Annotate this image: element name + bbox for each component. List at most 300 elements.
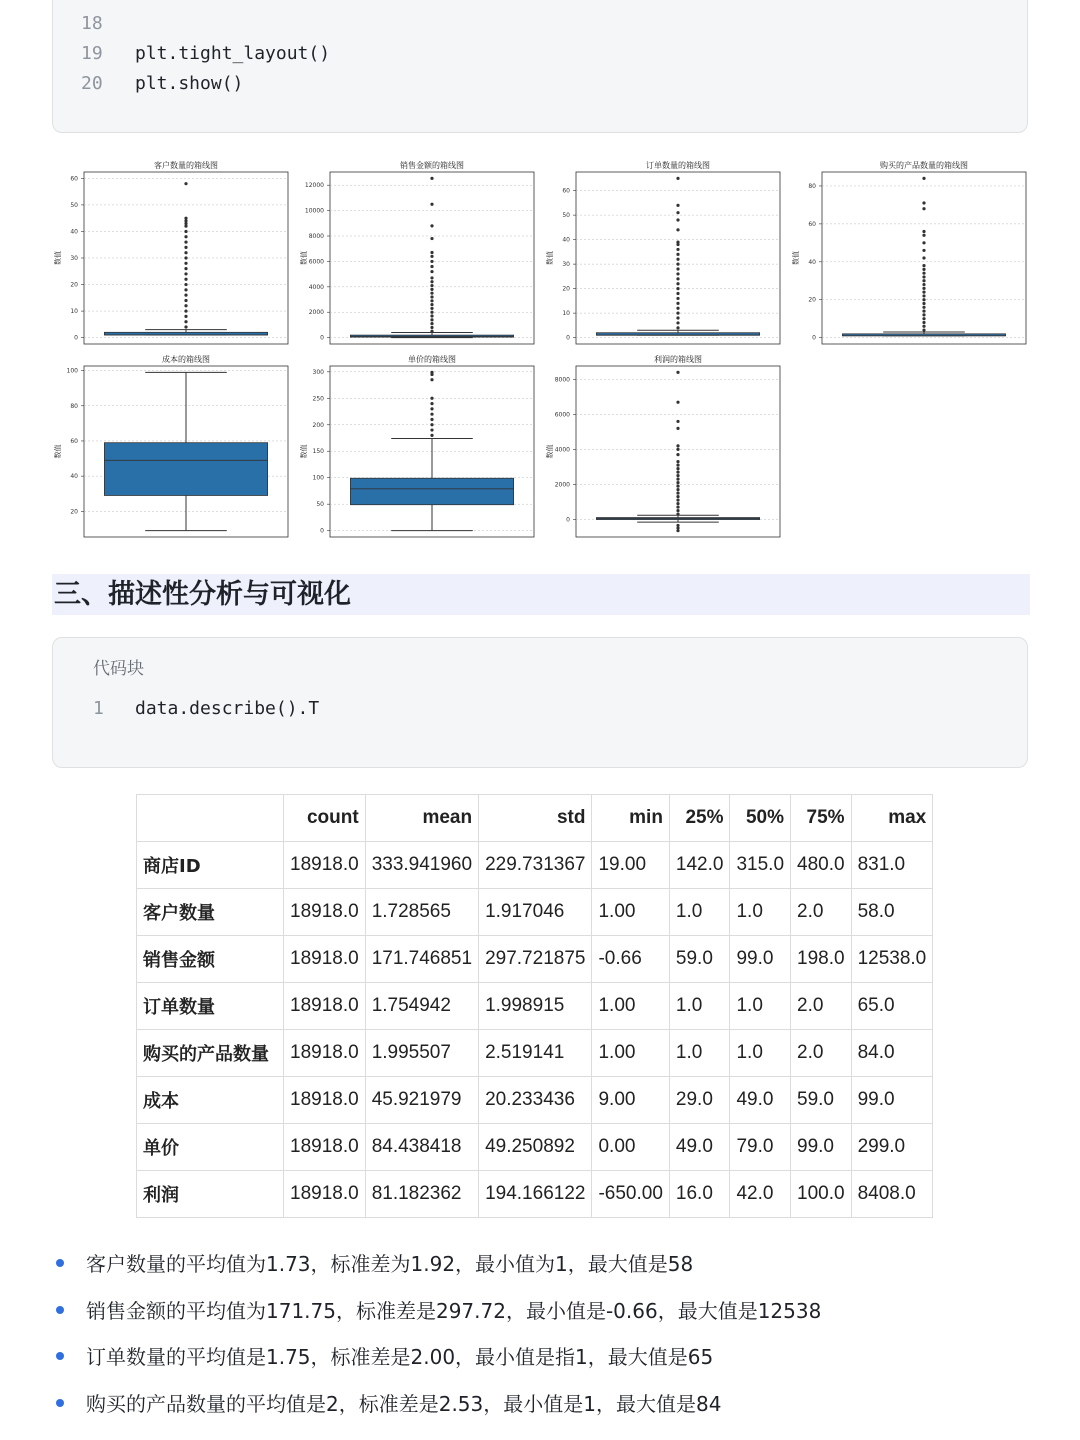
outlier-point [430, 280, 433, 283]
outlier-point [922, 313, 925, 316]
outlier-point [676, 277, 679, 280]
table-cell: 99.0 [791, 1124, 852, 1171]
table-cell: 831.0 [851, 842, 933, 889]
outlier-point [184, 325, 187, 328]
outlier-point [430, 303, 433, 306]
table-cell: 1.0 [730, 1030, 791, 1077]
chart-title: 客户数量的箱线图 [154, 161, 218, 170]
outlier-point [430, 237, 433, 240]
table-cell: 2.0 [791, 889, 852, 936]
outlier-point [676, 495, 679, 498]
outlier-point [676, 478, 679, 481]
table-cell: 18918.0 [284, 1030, 366, 1077]
y-tick-label: 20 [70, 281, 78, 289]
line-number: 1 [93, 698, 104, 719]
outlier-point [430, 284, 433, 287]
y-tick-label: 8000 [308, 233, 324, 241]
chart-title: 成本的箱线图 [162, 355, 210, 364]
outlier-point [430, 402, 433, 405]
outlier-point [430, 378, 433, 381]
table-cell: 18918.0 [284, 1171, 366, 1218]
table-cell: 42.0 [730, 1171, 791, 1218]
column-header: count [284, 795, 366, 842]
boxplot-panel [791, 160, 1026, 344]
chart-title: 订单数量的箱线图 [646, 161, 710, 170]
outlier-point [430, 276, 433, 279]
table-cell: 1.00 [592, 983, 669, 1030]
list-item-text: 购买的产品数量的平均值是2，标准差是2.53，最小值是1，最大值是84 [86, 1391, 722, 1416]
y-tick-label: 100 [66, 367, 78, 375]
outlier-point [184, 230, 187, 233]
list-item-text: 订单数量的平均值是1.75，标准差是2.00，最小值是指1，最大值是65 [86, 1345, 714, 1369]
outlier-point [922, 321, 925, 324]
outlier-point [430, 177, 433, 180]
outlier-point [430, 330, 433, 333]
table-cell: 299.0 [851, 1124, 933, 1171]
outlier-point [184, 262, 187, 265]
outlier-point [430, 299, 433, 302]
outlier-point [676, 401, 679, 404]
outlier-point [430, 318, 433, 321]
outlier-point [676, 484, 679, 487]
boxplot-grid [52, 155, 1032, 545]
y-tick-label: 40 [70, 228, 78, 236]
outlier-point [922, 328, 925, 331]
outlier-point [184, 272, 187, 275]
outlier-point [676, 509, 679, 512]
y-tick-label: 0 [812, 334, 816, 342]
outlier-point [676, 464, 679, 467]
outlier-point [922, 234, 925, 237]
outlier-point [430, 418, 433, 421]
table-cell: 1.0 [669, 889, 730, 936]
code-text: data.describe().T [135, 698, 320, 719]
table-cell: 171.746851 [365, 936, 478, 983]
outlier-point [184, 267, 187, 270]
y-tick-label: 250 [312, 395, 324, 403]
outlier-point [676, 272, 679, 275]
y-tick-label: 20 [562, 285, 570, 293]
outlier-point [430, 397, 433, 400]
y-tick-label: 0 [566, 516, 570, 524]
outlier-point [676, 427, 679, 430]
boxplot-panel [545, 160, 780, 344]
boxplot-panel [299, 354, 534, 537]
outlier-point [430, 260, 433, 263]
outlier-point [676, 253, 679, 256]
row-header: 订单数量 [137, 983, 284, 1030]
table-cell: 315.0 [730, 842, 791, 889]
outlier-point [676, 302, 679, 305]
table-cell: 198.0 [791, 936, 852, 983]
code-block-top [52, 0, 1028, 133]
table-cell: 81.182362 [365, 1171, 478, 1218]
outlier-point [676, 292, 679, 295]
code-line [81, 73, 243, 94]
outlier-point [676, 444, 679, 447]
y-tick-label: 0 [320, 334, 324, 342]
table-cell: 18918.0 [284, 983, 366, 1030]
column-header: mean [365, 795, 478, 842]
table-cell: 1.917046 [479, 889, 592, 936]
row-header: 客户数量 [137, 889, 284, 936]
outlier-point [184, 256, 187, 259]
table-cell: 18918.0 [284, 936, 366, 983]
table-cell: 20.233436 [479, 1077, 592, 1124]
table-row [137, 842, 933, 889]
outlier-point [922, 256, 925, 259]
code-line [81, 698, 319, 719]
code-block [52, 637, 1028, 768]
table-cell: 2.519141 [479, 1030, 592, 1077]
outlier-point [922, 241, 925, 244]
outlier-point [184, 278, 187, 281]
y-tick-label: 300 [312, 368, 324, 376]
table-cell: 1.00 [592, 889, 669, 936]
line-number: 18 [81, 13, 103, 34]
outlier-point [430, 326, 433, 329]
table-cell: 1.995507 [365, 1030, 478, 1077]
table-cell: 19.00 [592, 842, 669, 889]
table-cell: 18918.0 [284, 1077, 366, 1124]
table-cell: 99.0 [730, 936, 791, 983]
outlier-point [676, 204, 679, 207]
y-tick-label: 10000 [304, 207, 324, 215]
outlier-point [184, 288, 187, 291]
y-axis-label: 数值 [54, 251, 62, 265]
code-text: plt.tight_layout() [135, 43, 331, 64]
table-cell: 59.0 [791, 1077, 852, 1124]
outlier-point [676, 471, 679, 474]
column-header: std [479, 795, 592, 842]
outlier-point [430, 224, 433, 227]
table-row [137, 936, 933, 983]
y-tick-label: 60 [562, 187, 570, 195]
y-axis-label: 数值 [300, 444, 308, 459]
table-cell: 229.731367 [479, 842, 592, 889]
table-cell: 16.0 [669, 1171, 730, 1218]
table-cell: 45.921979 [365, 1077, 478, 1124]
column-header: min [592, 795, 669, 842]
outlier-point [676, 453, 679, 456]
row-header: 购买的产品数量 [137, 1030, 284, 1077]
table-cell: 1.754942 [365, 983, 478, 1030]
table-cell: 49.250892 [479, 1124, 592, 1171]
y-tick-label: 40 [562, 236, 570, 244]
outlier-point [430, 428, 433, 431]
y-tick-label: 10 [70, 308, 78, 316]
outlier-point [430, 295, 433, 298]
outlier-point [922, 317, 925, 320]
table-row [137, 1124, 933, 1171]
table-row [137, 1030, 933, 1077]
outlier-point [922, 279, 925, 282]
outlier-point [184, 217, 187, 220]
outlier-point [676, 467, 679, 470]
outlier-point [676, 267, 679, 270]
y-tick-label: 40 [808, 258, 816, 266]
y-tick-label: 6000 [308, 258, 324, 266]
outlier-point [676, 228, 679, 231]
table-row [137, 1171, 933, 1218]
table-cell: 297.721875 [479, 936, 592, 983]
bullet-dot [56, 1352, 64, 1360]
table-cell: 1.0 [730, 983, 791, 1030]
outlier-point [676, 312, 679, 315]
y-tick-label: 10 [562, 310, 570, 318]
boxplot-panel [53, 160, 288, 344]
table-cell: 1.00 [592, 1030, 669, 1077]
y-axis-label: 数值 [546, 444, 554, 459]
y-tick-label: 6000 [554, 411, 570, 419]
outlier-point [676, 297, 679, 300]
outlier-point [184, 246, 187, 249]
outlier-point [676, 287, 679, 290]
outlier-point [922, 325, 925, 328]
outlier-point [922, 249, 925, 252]
y-tick-label: 40 [70, 473, 78, 481]
outlier-point [922, 264, 925, 267]
outlier-point [676, 307, 679, 310]
outlier-point [922, 283, 925, 286]
table-cell: 79.0 [730, 1124, 791, 1171]
outlier-point [184, 240, 187, 243]
column-header: 25% [669, 795, 730, 842]
outlier-point [676, 505, 679, 508]
outlier-point [430, 307, 433, 310]
y-tick-label: 80 [70, 402, 78, 410]
outlier-point [676, 321, 679, 324]
table-cell: 84.438418 [365, 1124, 478, 1171]
outlier-point [184, 320, 187, 323]
outlier-point [430, 292, 433, 295]
y-tick-label: 60 [70, 175, 78, 183]
boxplot-panel [545, 354, 780, 537]
chart-title: 利润的箱线图 [654, 355, 702, 364]
outlier-point [676, 448, 679, 451]
iqr-box [104, 443, 267, 496]
table-row [137, 983, 933, 1030]
y-tick-label: 200 [312, 421, 324, 429]
outlier-point [430, 423, 433, 426]
outlier-point [184, 294, 187, 297]
table-cell: 194.166122 [479, 1171, 592, 1218]
outlier-point [676, 502, 679, 505]
list-item-text: 客户数量的平均值为1.73，标准差为1.92，最小值为1，最大值是58 [86, 1252, 694, 1276]
y-tick-label: 0 [566, 334, 570, 342]
y-tick-label: 50 [70, 201, 78, 209]
outlier-point [676, 460, 679, 463]
outlier-point [676, 512, 679, 515]
table-row [137, 889, 933, 936]
table-cell: 0.00 [592, 1124, 669, 1171]
outlier-point [184, 283, 187, 286]
outlier-point [430, 407, 433, 410]
table-cell: 1.0 [669, 1030, 730, 1077]
y-axis-label: 数值 [54, 444, 62, 459]
table-cell: 49.0 [669, 1124, 730, 1171]
y-tick-label: 50 [562, 212, 570, 220]
outlier-point [430, 311, 433, 314]
table-cell: 480.0 [791, 842, 852, 889]
y-tick-label: 4000 [308, 283, 324, 291]
outlier-point [676, 258, 679, 261]
y-tick-label: 2000 [308, 309, 324, 317]
column-header [137, 795, 284, 842]
outlier-point [922, 291, 925, 294]
y-tick-label: 80 [808, 182, 816, 190]
table-cell: 1.0 [730, 889, 791, 936]
outlier-point [676, 248, 679, 251]
bullet-dot [56, 1306, 64, 1314]
outlier-point [922, 201, 925, 204]
y-tick-label: 12000 [304, 182, 324, 190]
plot-frame [330, 172, 534, 344]
table-cell: -650.00 [592, 1171, 669, 1218]
column-header: 50% [730, 795, 791, 842]
y-axis-label: 数值 [792, 251, 800, 265]
outlier-point [430, 255, 433, 258]
outlier-point [922, 287, 925, 290]
iqr-box [350, 478, 513, 504]
outlier-point [430, 371, 433, 374]
y-tick-label: 50 [316, 501, 324, 509]
code-block-caption: 代码块 [93, 659, 144, 679]
chart-title: 购买的产品数量的箱线图 [880, 161, 968, 170]
table-cell: 8408.0 [851, 1171, 933, 1218]
outlier-point [676, 211, 679, 214]
column-header: max [851, 795, 933, 842]
outlier-point [430, 265, 433, 268]
y-tick-label: 0 [320, 527, 324, 535]
outlier-point [922, 298, 925, 301]
y-tick-label: 20 [808, 296, 816, 304]
outlier-point [676, 488, 679, 491]
boxplot-panel [53, 354, 288, 537]
outlier-point [922, 309, 925, 312]
table-cell: 49.0 [730, 1077, 791, 1124]
boxplot-figure [52, 155, 1032, 545]
outlier-point [676, 326, 679, 329]
column-header: 75% [791, 795, 852, 842]
code-text: plt.show() [135, 73, 244, 94]
list-item-text: 销售金额的平均值为171.75，标准差是297.72，最小值是-0.66，最大值是12538 [86, 1298, 822, 1323]
table-cell: 99.0 [851, 1077, 933, 1124]
table-cell: 2.0 [791, 983, 852, 1030]
bullet-dot [56, 1399, 64, 1407]
table-cell: 84.0 [851, 1030, 933, 1077]
outlier-point [676, 240, 679, 243]
table-cell: 142.0 [669, 842, 730, 889]
chart-title: 销售金额的箱线图 [400, 161, 464, 170]
outlier-point [184, 309, 187, 312]
outlier-point [676, 282, 679, 285]
row-header: 成本 [137, 1077, 284, 1124]
y-tick-label: 30 [70, 255, 78, 262]
outlier-point [676, 524, 679, 527]
outlier-point [184, 251, 187, 254]
outlier-point [676, 218, 679, 221]
row-header: 利润 [137, 1171, 284, 1218]
table-cell: 1.728565 [365, 889, 478, 936]
line-number: 19 [81, 43, 103, 64]
y-tick-label: 100 [312, 474, 324, 482]
list-item [56, 1242, 821, 1289]
y-tick-label: 60 [808, 220, 816, 228]
outlier-point [430, 288, 433, 291]
outlier-point [430, 203, 433, 206]
y-tick-label: 2000 [554, 481, 570, 489]
outlier-point [676, 263, 679, 266]
y-tick-label: 60 [70, 437, 78, 445]
bullet-dot [56, 1259, 64, 1267]
outlier-point [922, 177, 925, 180]
table-cell: 1.998915 [479, 983, 592, 1030]
outlier-point [430, 322, 433, 325]
outlier-point [922, 272, 925, 275]
outlier-point [676, 420, 679, 423]
y-tick-label: 20 [70, 508, 78, 516]
chart-title: 单价的箱线图 [408, 355, 456, 364]
outlier-point [922, 268, 925, 271]
y-tick-label: 8000 [554, 376, 570, 384]
table-cell: 9.00 [592, 1077, 669, 1124]
list-item [56, 1289, 821, 1336]
row-header: 单价 [137, 1124, 284, 1171]
y-tick-label: 0 [74, 334, 78, 342]
table-cell: 2.0 [791, 1030, 852, 1077]
boxplot-panel [299, 160, 534, 344]
y-axis-label: 数值 [546, 251, 554, 265]
table-row [137, 1077, 933, 1124]
outlier-point [676, 371, 679, 374]
outlier-point [922, 275, 925, 278]
outlier-point [676, 481, 679, 484]
code-line [81, 13, 135, 34]
outlier-point [676, 177, 679, 180]
outlier-point [184, 235, 187, 238]
table-cell: 18918.0 [284, 889, 366, 936]
outlier-point [184, 299, 187, 302]
table-cell: 59.0 [669, 936, 730, 983]
code-line [81, 43, 330, 64]
y-tick-label: 4000 [554, 446, 570, 454]
table-cell: -0.66 [592, 936, 669, 983]
line-number: 20 [81, 73, 103, 94]
outlier-point [430, 434, 433, 437]
y-axis-label: 数值 [300, 251, 308, 265]
table-cell: 65.0 [851, 983, 933, 1030]
outlier-point [184, 304, 187, 307]
table-header-row [137, 795, 933, 842]
row-header: 销售金额 [137, 936, 284, 983]
table-cell: 18918.0 [284, 842, 366, 889]
outlier-point [922, 294, 925, 297]
outlier-point [922, 230, 925, 233]
outlier-point [430, 413, 433, 416]
section-heading: 三、描述性分析与可视化 [52, 574, 1030, 615]
describe-table [136, 794, 933, 1218]
outlier-point [676, 491, 679, 494]
y-tick-label: 30 [562, 261, 570, 269]
outlier-point [676, 498, 679, 501]
outlier-point [430, 314, 433, 317]
table-cell: 29.0 [669, 1077, 730, 1124]
outlier-point [676, 316, 679, 319]
table-cell: 333.941960 [365, 842, 478, 889]
table-cell: 100.0 [791, 1171, 852, 1218]
findings-list [56, 1242, 821, 1428]
